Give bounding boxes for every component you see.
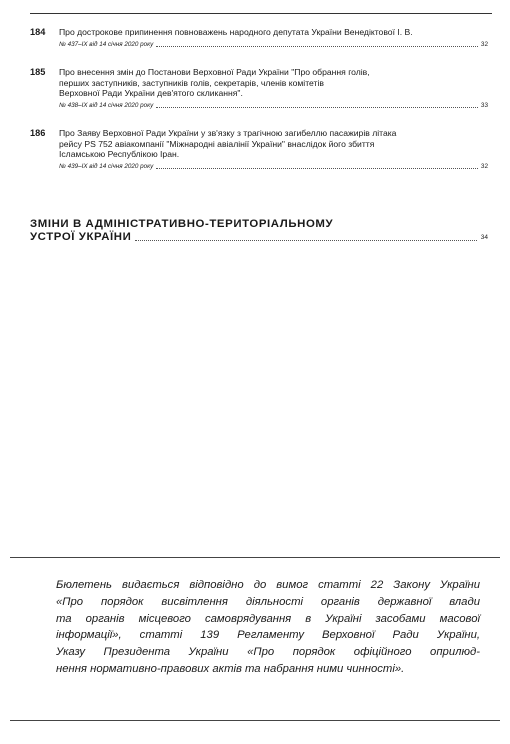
section-title-line-2: УСТРОЇ УКРАЇНИ [30,231,132,243]
note-line: Указу Президента України «Про порядок офіційного оприлюд- [56,646,480,659]
note-line: нення нормативно-правових актів та набрання ними чинності». [56,662,405,675]
entry-title-line: Про дострокове припинення повноважень народного депутата України Венедіктової І. В. [59,27,413,37]
leader-dots [156,46,478,47]
publication-note [56,577,480,678]
entry-title-line: рейсу PS 752 авіакомпанії "Міжнародні авіалінії України" внаслідок його збиття [59,138,375,149]
section-title-row [30,231,488,244]
entry-ref-text: № 438–IX від 14 січня 2020 року [59,101,154,109]
section-page-number: 34 [480,234,488,241]
section-heading [30,218,488,244]
entry-reference [59,40,488,49]
note-line: інформації», статті 139 Регламенту Верховної Ради України, [56,629,480,642]
entry-number: 184 [30,27,46,37]
section-title-line-1: ЗМІНИ В АДМІНІСТРАТИВНО-ТЕРИТОРІАЛЬНОМУ [30,218,334,230]
note-line: та органів місцевого самоврядування в Україні засобами масової [56,612,480,625]
entry-title [59,27,488,38]
entry-title-line: Верховної Ради України дев'ятого скликання". [59,88,243,98]
entry-ref-text: № 437–IX від 14 січня 2020 року [59,40,154,48]
top-rule [30,13,492,14]
entry-title-line: Про Заяву Верховної Ради України у зв'язку з трагічною загибеллю пасажирів літака [59,128,397,138]
entry-reference [59,162,488,171]
entry-reference [59,101,488,110]
entry-title [59,67,488,99]
leader-dots [135,240,476,241]
entry-title-line: Ісламською Республікою Іран. [59,149,180,159]
toc-entry-184 [30,27,488,49]
entry-title [59,128,488,160]
separator-rule [10,557,500,558]
leader-dots [156,107,478,108]
note-line: «Про порядок висвітлення діяльності органів державної влади [56,595,480,608]
entry-title-line: Про внесення змін до Постанови Верховної Ради України "Про обрання голів, [59,67,370,77]
entry-page-number: 32 [480,40,488,48]
entry-number: 185 [30,67,46,77]
entry-title-line: перших заступників, заступників голів, секретарів, членів комітетів [59,77,324,88]
entry-page-number: 32 [480,162,488,170]
note-line: Бюлетень видається відповідно до вимог статті 22 Закону України [56,579,480,591]
entry-page-number: 33 [480,101,488,109]
toc-entry-185 [30,67,488,110]
toc-entry-186 [30,128,488,171]
entry-ref-text: № 439–IX від 14 січня 2020 року [59,162,154,170]
entry-number: 186 [30,128,46,138]
leader-dots [156,168,478,169]
bottom-rule [10,720,500,721]
